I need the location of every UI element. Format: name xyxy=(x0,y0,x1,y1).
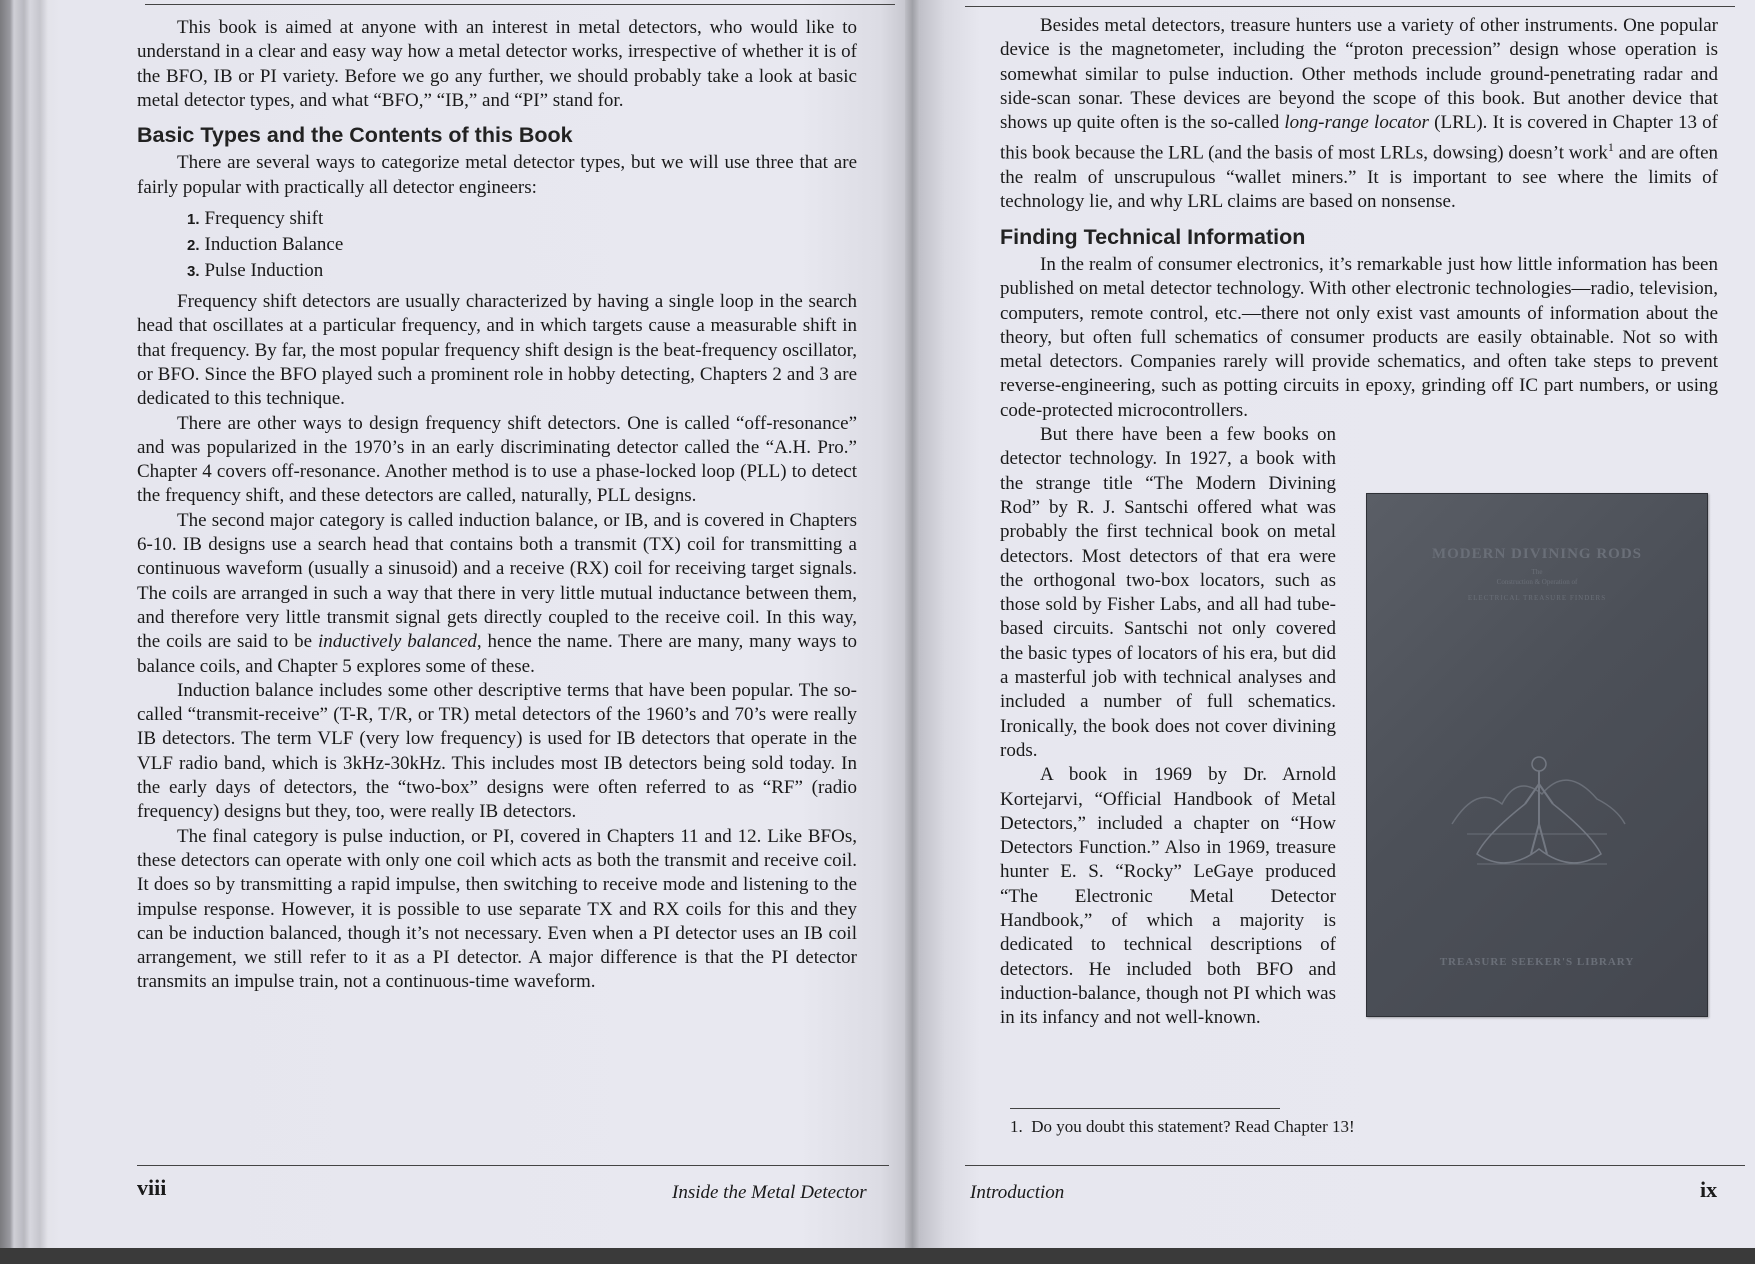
bottom-rule xyxy=(965,1165,1745,1166)
induction-balance-paragraph: The second major category is called induction balance, or IB, and is covered in Chapters 6-10. IB designs use a search head that contains both a transmit (TX) coil for transmitting a continuous waveform (usually a sinusoid) and a receive (RX) coil for receiving target signals. The coils are arranged in such a way that there in very little mutual inductance between them, and therefore very little transmit signal gets directly coupled to the receive coil. In this way, the coils are said to be inductively balanced, hence the name. There are many, many ways to balance coils, and Chapter 5 explores some of these. xyxy=(137,509,857,677)
frequency-shift-paragraph: Frequency shift detectors are usually characterized by having a single loop in the search head that oscillates at a particular frequency, and in which targets cause a measurable shift in that frequency. By far, the most popular frequency shift design is the beat-frequency oscillator, or BFO. Since the BFO played such a prominent role in hobby detecting, Chapters 2 and 3 are dedicated to this technique. xyxy=(137,291,857,410)
dowser-illustration-icon xyxy=(1447,724,1627,894)
footnote-marker: 1 xyxy=(1607,140,1614,155)
book-cover-photo: MODERN DIVINING RODS The Construction & Operation of ELECTRICAL TREASURE FINDERS TREASURE SEEKER'S LIBRARY xyxy=(1366,493,1708,1017)
other-methods-paragraph: There are other ways to design frequency shift detectors. One is called “off-resonance” and was popularized in the 1970’s in an early discriminating detector called the “A.H. Pro.” Chapter 4 covers off-resonance. Another method is to use a phase-locked loop (PLL) to detect the frequency shift, and these detectors are called, naturally, PLL designs. xyxy=(137,412,857,507)
instruments-paragraph: Besides metal detectors, treasure hunters use a variety of other instruments. One popular device is the magnetometer, including the “proton precession” design whose operation is somewhat similar to pulse induction. Other methods include ground-penetrating radar and side-scan sonar. These devices are beyond the scope of this book. But another device that shows up quite often is the so-called long-range locator (LRL). It is covered in Chapter 13 of this book because the LRL (and the basis of most LRLs, dowsing) doesn’t work$^1$ and are often the realm of unscrupulous “wallet miners.” It is important to see where the limits of technology lie, and why LRL claims are based on nonsense. xyxy=(1000,15,1719,213)
book-cover-title: MODERN DIVINING RODS xyxy=(1431,546,1642,562)
page-edge-shadow xyxy=(0,1248,1755,1264)
page-number: ix xyxy=(1700,1177,1718,1202)
right-body: Besides metal detectors, treasure hunters use a variety of other instruments. One popular device is the magnetometer, including the “proton precession” design whose operation is somewhat similar to pulse induction. Other methods include ground-penetrating radar and side-scan sonar. These devices are beyond the scope of this book. But another device that shows up quite often is the so-called long-range locator (LRL). It is covered in Chapter 13 of this book because the LRL (and the basis of most LRLs, dowsing) doesn’t work$^1$ and are often the realm of unscrupulous “wallet miners.” It is important to see where the limits of technology lie, and why LRL claims are based on nonsense. Finding Technical Information In the realm of consumer electronics, it’s remarkable just how little information has been published on metal detector technology. With other electronic technologies—radio, television, computers, remote control, etc.—there not only exist vast amounts of information about the theory, but often full schematics of consumer products are easily obtainable. Not so with metal detectors. Companies rarely will provide schematics, and often take steps to prevent reverse-engineering, such as potting circuits in epoxy, grinding off IC part numbers, or using code-protected microcontrollers. But there have been a few books on detector technology. In 1927, a book with the strange title “The Modern Divining Rod” by R. J. Santschi offered what was probably the first technical book on metal detectors. Most detectors of that era were the orthogonal two-box locators, such as those sold by Fisher Labs, and all had tube-based circuits. Santschi not only covered the basic types of locators of his era, but did a masterful job with technical analyses and included a number of full schematics. Ironically, the book does not cover divining rods. A book in 1969 by Dr. Arnold Kortejarvi, “Official Handbook of Metal Detectors,” included a chapter on “How Detectors Function.” Also in 1969, treasure hunter E. S. “Rocky” LeGaye produced “The Electronic Metal Detector Handbook,” of which a majority is dedicated to technical descriptions of detectors. He included both BFO and induction-balance, though not PI which was in its infancy and not well-known. xyxy=(1000,15,1719,1029)
page-number: viii xyxy=(137,1175,167,1200)
left-body xyxy=(137,16,857,995)
induction-balance-terms-paragraph: Induction balance includes some other descriptive terms that have been popular. The so-called “transmit-receive” (T-R, T/R, or TR) metal detectors of the 1960’s and 70’s were really IB detectors. The term VLF (very low frequency) is used for IB detectors that operate in the VLF radio band, which is 3kHz-30kHz. This includes most IB detectors being sold today. In the early days of detectors, the “two-box” designs were often referred to as “RF” (radio frequency) designs but they, too, were really IB detectors. xyxy=(137,679,857,823)
section-heading: Finding Technical Information xyxy=(1000,224,1306,249)
pulse-induction-paragraph: The final category is pulse induction, or PI, covered in Chapters 11 and 12. Like BFOs, these detectors can operate with only one coil which acts as both the transmit and receive coil. It does so by transmitting a rapid impulse, then switching to receive mode and listening to the impulse response. However, it is possible to use separate TX and RX coils for this and they can be induction balanced, though it’s not necessary. Even when a PI detector uses an IB coil arrangement, we still refer to it as a PI detector. A major difference is that the PI detector transmits an impulse train, not a continuous-time waveform. xyxy=(137,825,857,993)
running-head: Inside the Metal Detector xyxy=(672,1182,867,1203)
santschi-paragraph: But there have been a few books on detector technology. In 1927, a book with the strange title “The Modern Divining Rod” by R. J. Santschi offered what was probably the first technical book on metal detectors. Most detectors of that era were the orthogonal two-box locators, such as those sold by Fisher Labs, and all had tube-based circuits. Santschi not only covered the basic types of locators of his era, but did a masterful job with technical analyses and included a number of full schematics. Ironically, the book does not cover divining rods. xyxy=(1000,424,1336,761)
technical-info-paragraph: In the realm of consumer electronics, it’s remarkable just how little information has been published on metal detector technology. With other electronic technologies—radio, television, computers, remote control, etc.—there not only exist vast amounts of information about the theory, but often full schematics of consumer products are easily obtainable. Not so with metal detectors. Companies rarely will provide schematics, and often take steps to prevent reverse-engineering, such as potting circuits in epoxy, grinding off IC part numbers, or using code-protected microcontrollers. xyxy=(1000,254,1718,421)
types-intro: There are several ways to categorize metal detector types, but we will use three that are fairly popular with practically all detector engineers: xyxy=(137,152,857,198)
top-rule xyxy=(145,4,895,5)
running-head: Introduction xyxy=(970,1182,1065,1203)
gutter xyxy=(905,0,920,1264)
detector-types-list xyxy=(137,206,857,284)
list-item: 1. Frequency shift xyxy=(187,208,324,230)
list-item: 2. Induction Balance xyxy=(187,234,344,256)
footnote: 1. Do you doubt this statement? Read Chapter 13! xyxy=(1010,1117,1355,1136)
intro-paragraph: This book is aimed at anyone with an interest in metal detectors, who would like to understand in a clear and easy way how a metal detector works, irrespective of whether it is of the BFO, IB or PI variety. Before we go any further, we should probably take a look at basic metal detector types, and what “BFO,” “IB,” and “PI” stand for. xyxy=(137,17,857,111)
footnote-rule xyxy=(1010,1108,1280,1109)
section-heading: Basic Types and the Contents of this Book xyxy=(137,123,573,148)
list-item: 3. Pulse Induction xyxy=(187,260,324,282)
bottom-rule xyxy=(137,1165,889,1166)
book-cover-footer: TREASURE SEEKER'S LIBRARY xyxy=(1439,956,1635,968)
top-rule xyxy=(965,6,1735,7)
